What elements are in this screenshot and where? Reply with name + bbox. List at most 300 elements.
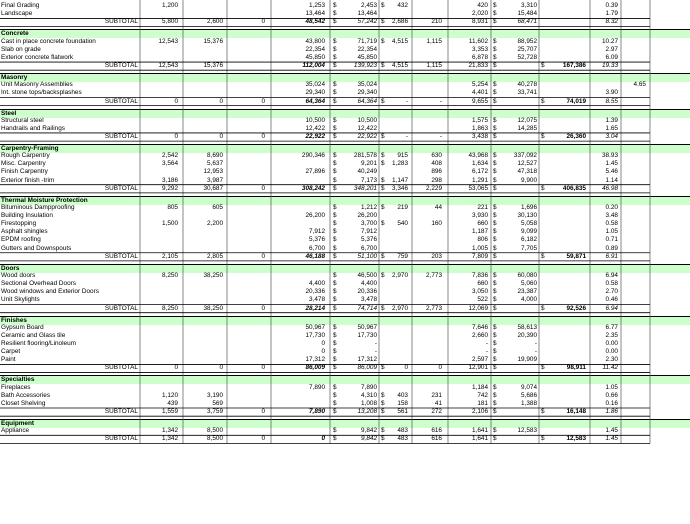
subtotal-label[interactable]: SUBTOTAL (104, 408, 138, 416)
cell-v4[interactable]: 1,253 (309, 2, 325, 10)
subtotal-label[interactable]: SUBTOTAL (104, 97, 138, 105)
cell-v4[interactable]: 13,464 (305, 10, 325, 18)
line-item-label[interactable]: Final Grading (1, 2, 40, 10)
cell-v2[interactable]: 2,805 (207, 252, 223, 260)
currency-sign[interactable]: $ (333, 339, 337, 347)
currency-sign[interactable]: $ (381, 2, 385, 10)
cell-v9[interactable]: 12,583 (517, 427, 537, 435)
cell-v4[interactable]: 0 (321, 339, 325, 347)
cell-v8[interactable]: 420 (477, 2, 488, 10)
cell-v7[interactable]: 630 (431, 152, 442, 160)
currency-sign[interactable]: $ (493, 37, 497, 45)
cell-v2[interactable]: 0 (219, 97, 223, 105)
cell-v8[interactable]: 12,069 (468, 304, 488, 312)
cell-v9[interactable]: 23,387 (517, 288, 537, 296)
currency-sign[interactable]: $ (493, 296, 497, 304)
cell-v4[interactable]: 46,188 (305, 252, 325, 260)
cell-v8[interactable]: 6,878 (472, 53, 488, 61)
line-item-label[interactable]: Cast in place concrete foundation (1, 37, 96, 45)
cell-v8[interactable]: 9,655 (472, 97, 488, 105)
currency-sign[interactable]: $ (381, 220, 385, 228)
cell-v7[interactable]: 1,115 (426, 62, 442, 70)
currency-sign[interactable]: $ (333, 203, 337, 211)
cell-v4[interactable]: 12,422 (305, 124, 325, 132)
currency-sign[interactable]: $ (333, 435, 337, 443)
cell-v7[interactable]: 616 (431, 435, 442, 443)
cell-v11[interactable]: 1.39 (605, 116, 618, 124)
cell-v9[interactable]: 52,728 (517, 53, 537, 61)
cell-v11[interactable]: 0.39 (605, 2, 618, 10)
cell-v5[interactable]: 17,730 (357, 331, 377, 339)
cell-v9[interactable]: 47,318 (517, 168, 537, 176)
cell-v11[interactable]: 1.45 (605, 427, 618, 435)
cell-v9[interactable]: 30,130 (517, 212, 537, 219)
cell-v9[interactable]: 6,182 (521, 236, 537, 244)
currency-sign[interactable]: $ (333, 45, 337, 53)
line-item-label[interactable]: Fireplaces (1, 383, 31, 391)
cell-v7[interactable]: - (439, 132, 442, 140)
cell-v11[interactable]: 19.33 (602, 62, 618, 70)
cell-v6[interactable]: 432 (397, 2, 408, 10)
cell-v11[interactable]: 1.86 (605, 408, 618, 416)
cell-v11[interactable]: 8.32 (605, 18, 618, 26)
cell-v5[interactable]: 7,173 (361, 176, 377, 184)
cell-v8[interactable]: 3,050 (472, 288, 488, 296)
cell-v7[interactable]: 203 (431, 252, 442, 260)
cell-v11[interactable]: 0.58 (605, 280, 618, 288)
cell-v2[interactable]: 0 (219, 132, 223, 140)
cell-v6[interactable]: 2,970 (392, 271, 408, 279)
cell-v9[interactable]: 337,092 (513, 152, 537, 160)
currency-sign[interactable]: $ (381, 252, 385, 260)
cell-v7[interactable]: 298 (431, 176, 442, 184)
cell-v1[interactable]: 12,543 (158, 62, 178, 70)
cell-v8[interactable]: 2,597 (472, 356, 488, 364)
cell-v11[interactable]: 6.77 (605, 323, 618, 331)
section-title[interactable]: Masonry (1, 74, 28, 82)
cell-v11[interactable]: 0.89 (605, 244, 618, 252)
cell-v1[interactable]: 5,800 (162, 18, 178, 26)
cell-v5[interactable]: 51,100 (357, 252, 377, 260)
subtotal-label[interactable]: SUBTOTAL (104, 364, 138, 372)
cell-v7[interactable]: 2,229 (426, 184, 442, 192)
cell-v11[interactable]: 5.46 (605, 168, 618, 176)
currency-sign[interactable]: $ (333, 271, 337, 279)
section-title[interactable]: Equipment (1, 420, 35, 428)
cell-v6[interactable]: 2,686 (392, 18, 408, 26)
cell-v9[interactable]: 20,390 (517, 331, 537, 339)
cell-v6[interactable]: 4,515 (392, 37, 408, 45)
cell-v12[interactable]: 4.65 (633, 81, 646, 89)
currency-sign[interactable]: $ (541, 304, 545, 312)
currency-sign[interactable]: $ (493, 18, 497, 26)
cell-v8[interactable]: 5,254 (472, 81, 488, 89)
cell-v8[interactable]: 3,438 (472, 132, 488, 140)
cell-v4[interactable]: 7,912 (309, 228, 325, 236)
cell-v11[interactable]: 2.97 (605, 45, 618, 53)
cell-v10[interactable]: 26,360 (566, 132, 586, 140)
currency-sign[interactable]: $ (493, 116, 497, 124)
currency-sign[interactable]: $ (333, 18, 337, 26)
cell-v8[interactable]: 1,641 (472, 435, 488, 443)
subtotal-label[interactable]: SUBTOTAL (104, 184, 138, 192)
line-item-label[interactable]: Landscape (1, 10, 33, 18)
currency-sign[interactable]: $ (493, 331, 497, 339)
currency-sign[interactable]: $ (381, 435, 385, 443)
cell-v7[interactable]: 210 (431, 18, 442, 26)
cell-v5[interactable]: 2,453 (361, 2, 377, 10)
currency-sign[interactable]: $ (493, 271, 497, 279)
cell-v2[interactable]: 38,250 (203, 271, 223, 279)
cell-v8[interactable]: 43,968 (468, 152, 488, 160)
cell-v4[interactable]: 22,922 (305, 132, 325, 140)
cell-v5[interactable]: 9,201 (361, 160, 377, 168)
cell-v5[interactable]: 1,008 (361, 399, 377, 407)
cell-v4[interactable]: 17,312 (305, 356, 325, 364)
cell-v11[interactable]: 0.00 (605, 348, 618, 356)
cell-v4[interactable]: 26,200 (305, 212, 325, 219)
cell-v5[interactable]: 29,340 (357, 89, 377, 97)
currency-sign[interactable]: $ (381, 271, 385, 279)
cell-v7[interactable]: 0 (438, 364, 442, 372)
cell-v5[interactable]: 3,478 (361, 296, 377, 304)
cell-v7[interactable]: - (439, 97, 442, 105)
cell-v6[interactable]: 2,970 (392, 304, 408, 312)
cell-v11[interactable]: 6.94 (605, 304, 618, 312)
cell-v9[interactable]: 33,741 (517, 89, 537, 97)
cell-v11[interactable]: 1.45 (605, 160, 618, 168)
currency-sign[interactable]: $ (381, 160, 385, 168)
line-item-label[interactable]: Gypsum Board (1, 323, 44, 331)
cell-v2[interactable]: 30,687 (203, 184, 223, 192)
line-item-label[interactable]: Slab on grade (1, 45, 41, 53)
cell-v8[interactable]: 11,602 (468, 37, 488, 45)
cell-v4[interactable]: 43,800 (305, 37, 325, 45)
currency-sign[interactable]: $ (333, 2, 337, 10)
currency-sign[interactable]: $ (493, 399, 497, 407)
cell-v1[interactable]: 2,542 (162, 152, 178, 160)
currency-sign[interactable]: $ (493, 203, 497, 211)
cell-v8[interactable]: 3,353 (472, 45, 488, 53)
cell-v5[interactable]: 7,890 (361, 383, 377, 391)
cell-v8[interactable]: 522 (477, 296, 488, 304)
cell-v4[interactable]: 7,890 (309, 383, 325, 391)
currency-sign[interactable]: $ (333, 10, 337, 18)
cell-v5[interactable]: 5,376 (361, 236, 377, 244)
currency-sign[interactable]: $ (333, 288, 337, 296)
cell-v3[interactable]: 0 (261, 408, 265, 416)
cell-v8[interactable]: 1,641 (472, 427, 488, 435)
cell-v2[interactable]: 12,953 (203, 168, 223, 176)
cell-v11[interactable]: 8.55 (605, 97, 618, 105)
line-item-label[interactable]: Resilient flooring/Linoleum (1, 339, 76, 347)
cell-v11[interactable]: 11.42 (602, 364, 618, 372)
cell-v5[interactable]: 13,464 (357, 10, 377, 18)
cell-v5[interactable]: 57,242 (357, 18, 377, 26)
subtotal-label[interactable]: SUBTOTAL (104, 132, 138, 140)
line-item-label[interactable]: Closet Shelving (1, 399, 46, 407)
currency-sign[interactable]: $ (333, 348, 337, 356)
cell-v11[interactable]: 2.35 (605, 331, 618, 339)
cell-v11[interactable]: 1.05 (605, 383, 618, 391)
line-item-label[interactable]: Building Insulation (1, 212, 53, 219)
cell-v2[interactable]: 605 (212, 203, 223, 211)
cell-v1[interactable]: 1,120 (162, 391, 178, 399)
cell-v8[interactable]: 2,660 (472, 331, 488, 339)
currency-sign[interactable]: $ (381, 427, 385, 435)
cell-v5[interactable]: 22,354 (357, 45, 377, 53)
currency-sign[interactable]: $ (333, 331, 337, 339)
currency-sign[interactable]: $ (333, 280, 337, 288)
currency-sign[interactable]: $ (541, 132, 545, 140)
currency-sign[interactable]: $ (493, 220, 497, 228)
line-item-label[interactable]: Sectional Overhead Doors (1, 280, 76, 288)
cell-v9[interactable]: 3,310 (521, 2, 537, 10)
cell-v5[interactable]: 3,700 (361, 220, 377, 228)
cell-v3[interactable]: 0 (261, 18, 265, 26)
cell-v5[interactable]: 64,364 (357, 97, 377, 105)
cell-v2[interactable]: 5,637 (207, 160, 223, 168)
currency-sign[interactable]: $ (493, 152, 497, 160)
cell-v4[interactable]: 64,364 (305, 97, 325, 105)
currency-sign[interactable]: $ (333, 244, 337, 252)
cell-v11[interactable]: 46.98 (602, 184, 618, 192)
cell-v5[interactable]: 26,200 (357, 212, 377, 219)
cell-v6[interactable]: 915 (397, 152, 408, 160)
currency-sign[interactable]: $ (333, 323, 337, 331)
cell-v10[interactable]: 92,526 (566, 304, 586, 312)
cell-v7[interactable]: 408 (431, 160, 442, 168)
currency-sign[interactable]: $ (493, 383, 497, 391)
cell-v9[interactable]: 12,075 (517, 116, 537, 124)
currency-sign[interactable]: $ (493, 132, 497, 140)
cell-v4[interactable]: 6,700 (309, 244, 325, 252)
cell-v4[interactable]: 48,542 (305, 18, 325, 26)
line-item-label[interactable]: Misc. Carpentry (1, 160, 46, 168)
cell-v9[interactable]: 5,058 (521, 220, 537, 228)
currency-sign[interactable]: $ (541, 252, 545, 260)
currency-sign[interactable]: $ (333, 427, 337, 435)
subtotal-label[interactable]: SUBTOTAL (104, 18, 138, 26)
currency-sign[interactable]: $ (381, 18, 385, 26)
cell-v10[interactable]: 16,148 (566, 408, 586, 416)
cell-v1[interactable]: 9,292 (162, 184, 178, 192)
currency-sign[interactable]: $ (333, 212, 337, 219)
currency-sign[interactable]: $ (493, 339, 497, 347)
currency-sign[interactable]: $ (381, 364, 385, 372)
cell-v8[interactable]: 1,187 (472, 228, 488, 236)
cell-v3[interactable]: 0 (261, 132, 265, 140)
currency-sign[interactable]: $ (333, 399, 337, 407)
cell-v8[interactable]: 2,106 (472, 408, 488, 416)
cell-v1[interactable]: 2,105 (162, 252, 178, 260)
cell-v1[interactable]: 8,250 (162, 271, 178, 279)
cell-v8[interactable]: 7,809 (472, 252, 488, 260)
cell-v1[interactable]: 439 (167, 399, 178, 407)
cell-v11[interactable]: 0.20 (605, 203, 618, 211)
cell-v2[interactable]: 3,759 (207, 408, 223, 416)
cell-v11[interactable]: 0.71 (605, 236, 618, 244)
cell-v9[interactable]: 5,686 (521, 391, 537, 399)
section-title[interactable]: Thermal Moisture Protection (1, 196, 88, 204)
cell-v4[interactable]: 3,478 (309, 296, 325, 304)
cell-v9[interactable]: 58,613 (517, 323, 537, 331)
currency-sign[interactable]: $ (381, 304, 385, 312)
cell-v7[interactable]: 44 (434, 203, 442, 211)
cell-v8[interactable]: 221 (477, 203, 488, 211)
currency-sign[interactable]: $ (493, 124, 497, 132)
cell-v6[interactable]: 4,515 (392, 62, 408, 70)
line-item-label[interactable]: Unit Masonry Assemblies (1, 81, 73, 89)
currency-sign[interactable]: $ (493, 228, 497, 236)
cell-v11[interactable]: 3.90 (605, 89, 618, 97)
cell-v6[interactable]: 158 (397, 399, 408, 407)
cell-v8[interactable]: 1,575 (472, 116, 488, 124)
cell-v9[interactable]: 88,952 (517, 37, 537, 45)
cell-v1[interactable]: 1,342 (162, 435, 178, 443)
cell-v6[interactable]: 0 (404, 364, 408, 372)
cell-v1[interactable]: 0 (174, 132, 178, 140)
cell-v5[interactable]: 9,842 (361, 427, 377, 435)
cell-v10[interactable]: 167,386 (562, 62, 586, 70)
currency-sign[interactable]: $ (493, 348, 497, 356)
cell-v1[interactable]: 8,250 (162, 304, 178, 312)
cell-v9[interactable]: 1,388 (521, 399, 537, 407)
cell-v11[interactable]: 0.46 (605, 296, 618, 304)
currency-sign[interactable]: $ (333, 304, 337, 312)
cell-v11[interactable]: 3.48 (605, 212, 618, 219)
cell-v4[interactable]: 29,340 (305, 89, 325, 97)
currency-sign[interactable]: $ (493, 427, 497, 435)
currency-sign[interactable]: $ (493, 89, 497, 97)
cell-v9[interactable]: 9,099 (521, 228, 537, 236)
cell-v8[interactable]: - (485, 339, 488, 347)
cell-v4[interactable]: 4,400 (309, 280, 325, 288)
cell-v2[interactable]: 8,500 (207, 427, 223, 435)
currency-sign[interactable]: $ (333, 152, 337, 160)
currency-sign[interactable]: $ (493, 408, 497, 416)
cell-v2[interactable]: 0 (219, 364, 223, 372)
currency-sign[interactable]: $ (493, 356, 497, 364)
line-item-label[interactable]: Carpet (1, 348, 21, 356)
cell-v1[interactable]: 3,564 (162, 160, 178, 168)
cell-v8[interactable]: 21,833 (468, 62, 488, 70)
subtotal-label[interactable]: SUBTOTAL (104, 304, 138, 312)
cell-v5[interactable]: 86,009 (357, 364, 377, 372)
currency-sign[interactable]: $ (493, 391, 497, 399)
subtotal-label[interactable]: SUBTOTAL (104, 62, 138, 70)
cell-v4[interactable]: 308,242 (301, 184, 325, 192)
cell-v7[interactable]: 41 (434, 399, 442, 407)
cell-v7[interactable]: 616 (431, 427, 442, 435)
currency-sign[interactable]: $ (333, 184, 337, 192)
cell-v4[interactable]: 22,354 (305, 45, 325, 53)
currency-sign[interactable]: $ (333, 116, 337, 124)
cell-v9[interactable]: 60,080 (517, 271, 537, 279)
cell-v4[interactable]: 50,967 (305, 323, 325, 331)
line-item-label[interactable]: Int. stone tops/backsplashes (1, 89, 82, 97)
cell-v11[interactable]: 6.09 (605, 53, 618, 61)
cell-v9[interactable]: 25,707 (517, 45, 537, 53)
cell-v2[interactable]: 8,500 (207, 435, 223, 443)
cell-v6[interactable]: 561 (397, 408, 408, 416)
currency-sign[interactable]: $ (541, 408, 545, 416)
currency-sign[interactable]: $ (333, 132, 337, 140)
cell-v10[interactable]: 98,911 (566, 364, 586, 372)
cell-v5[interactable]: - (374, 339, 377, 347)
line-item-label[interactable]: Paint (1, 356, 16, 364)
currency-sign[interactable]: $ (493, 184, 497, 192)
cell-v8[interactable]: 7,836 (472, 271, 488, 279)
currency-sign[interactable]: $ (333, 89, 337, 97)
cell-v2[interactable]: 15,376 (203, 37, 223, 45)
currency-sign[interactable]: $ (493, 168, 497, 176)
cell-v1[interactable]: 1,342 (162, 427, 178, 435)
currency-sign[interactable]: $ (541, 364, 545, 372)
cell-v7[interactable]: 896 (431, 168, 442, 176)
currency-sign[interactable]: $ (493, 244, 497, 252)
cell-v1[interactable]: 1,500 (162, 220, 178, 228)
cell-v4[interactable]: 290,346 (301, 152, 325, 160)
cell-v11[interactable]: 38.93 (602, 152, 618, 160)
currency-sign[interactable]: $ (381, 399, 385, 407)
line-item-label[interactable]: Gutters and Downspouts (1, 244, 72, 252)
currency-sign[interactable]: $ (333, 236, 337, 244)
line-item-label[interactable]: Rough Carpentry (1, 152, 50, 160)
cell-v10[interactable]: 59,871 (566, 252, 586, 260)
cell-v5[interactable]: 348,201 (353, 184, 377, 192)
cell-v11[interactable]: 2.70 (605, 288, 618, 296)
cell-v8[interactable]: 660 (477, 280, 488, 288)
line-item-label[interactable]: Handrails and Railings (1, 124, 65, 132)
section-title[interactable]: Carpentry-Framing (1, 144, 59, 152)
currency-sign[interactable]: $ (381, 37, 385, 45)
cell-v6[interactable]: 403 (397, 391, 408, 399)
cell-v2[interactable]: 569 (212, 399, 223, 407)
cell-v5[interactable]: 6,700 (361, 244, 377, 252)
cell-v9[interactable]: 9,074 (521, 383, 537, 391)
cell-v5[interactable]: 17,312 (357, 356, 377, 364)
cell-v2[interactable]: 15,376 (203, 62, 223, 70)
cell-v4[interactable]: 45,850 (305, 53, 325, 61)
line-item-label[interactable]: Unit Skylights (1, 296, 40, 304)
currency-sign[interactable]: $ (493, 212, 497, 219)
cell-v4[interactable]: 28,214 (305, 304, 325, 312)
cell-v5[interactable]: 20,336 (357, 288, 377, 296)
currency-sign[interactable]: $ (541, 62, 545, 70)
cell-v8[interactable]: 12,901 (468, 364, 488, 372)
cell-v5[interactable]: 12,422 (357, 124, 377, 132)
cell-v11[interactable]: 1.79 (605, 10, 618, 18)
cell-v8[interactable]: 660 (477, 220, 488, 228)
section-title[interactable]: Specialties (1, 376, 35, 384)
cell-v5[interactable]: 9,842 (361, 435, 377, 443)
currency-sign[interactable]: $ (333, 296, 337, 304)
cell-v11[interactable]: 1.45 (605, 435, 618, 443)
cell-v5[interactable]: 139,923 (353, 62, 377, 70)
cell-v6[interactable]: 483 (397, 435, 408, 443)
currency-sign[interactable]: $ (493, 45, 497, 53)
cell-v7[interactable]: 2,773 (426, 271, 442, 279)
currency-sign[interactable]: $ (493, 62, 497, 70)
cell-v4[interactable]: 112,004 (302, 62, 325, 70)
cell-v8[interactable]: 1,291 (472, 176, 488, 184)
cell-v9[interactable]: - (534, 339, 537, 347)
cell-v4[interactable]: 27,896 (305, 168, 325, 176)
cell-v5[interactable]: 4,310 (361, 391, 377, 399)
currency-sign[interactable]: $ (493, 323, 497, 331)
line-item-label[interactable]: Ceramic and Glass tile (1, 331, 66, 339)
